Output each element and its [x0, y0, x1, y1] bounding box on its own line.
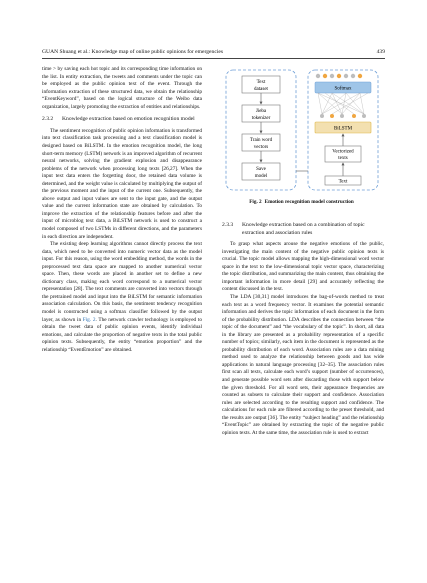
train-word-label-1: Train word: [249, 138, 273, 143]
text-dataset-label-2: dataset: [254, 87, 268, 92]
jieba-label-1: Jieba: [255, 109, 267, 114]
body-paragraph: The LDA [30,31] model introduces the bag-of-words method to treat each text as a word frequency vector. It examines the potential semantic information and derives the topic information of each document in the form of the probability distribution. LDA describes the connection between “the topic of the document” and “the vocabulary of the topic”. In short, all data in the library are presented as a probability representation of a specific number of topics; similarly, each item in the document is represented as the probability distribution of each word. Association rules are a data mining method used to analyze the relationship between goods and has wide applications in natural language processing [32–35]. The association rules first scan all texts, calculate each word’s support (number of occurrences), and generate possible word sets after discarding those with support below the given threshold. For all word sets, their appearance frequencies are counted as subsets to calculate their support and confidence. Association rules are selected according to the resulting support and confidence. The calculations for each rule are filtered according to the preset threshold, and the results are output [36]. The entity “subject heading” and the relationship “EventTopic” are obtained by extracting the topic of the negative public opinion texts. At the same time, the association rule is used to extract: [222, 294, 384, 436]
body-paragraph: [42, 241, 202, 354]
body-paragraph: The sentiment recognition of public opinion information is transformed into text classification task processing and a text classification model is designed based on BiLSTM. In the emotion recognition model, the long short-term memory (LSTM) network is an improved algorithm of recurrent neural networks, solving the gradient explosion and disappearance problems of the network when processing long texts [26,27]. When the input text data enters the forgetting door, the retained data volume is determined, and the weight value is calculated by multiplying the output of the previous moment and the input of the current one. Subsequently, the above output and input values are sent to the input gate, and the output value and the current information state are obtained by calculation. To improve the extraction of the relationship features before and after the input of microblog text data, a BiLSTM network is used to construct a model composed of two LSTMs in different directions, and the parameters in each direction are independent.: [42, 127, 202, 240]
figure-link[interactable]: Fig. 2: [82, 316, 96, 323]
softmax-label: Softmax: [334, 86, 352, 92]
body-paragraph: To grasp what aspects arouse the negative emotions of the public, investigating the main content of the negative public opinion texts is crucial. The topic model allows mapping the high-dimensional word vector space in the text to the low-dimensional topic vector space, characterizing the topic distribution, and summarizing the main content, thus obtaining the important information in more detail [29] and accurately reflecting the content discussed in the text.: [222, 241, 384, 293]
section-title: Knowledge extraction based on emotion recognition model: [62, 116, 195, 123]
figure-caption-text: Emotion recognition model construction: [264, 199, 354, 205]
intro-paragraph: time > by saving each hot topic and its corresponding time information on the list. In entity extraction, the tweets and comments under the topic can be employed as the public opinion text of the event. Through the information extraction of these structured data, we obtain the relationship “EventKeyword”, based on the logical structure of the Weibo data organization, largely promoting the extraction of entities and relationships.: [42, 66, 202, 110]
figure-caption-label: Fig. 2: [249, 199, 262, 205]
figure-caption: [222, 199, 384, 206]
section-heading-2-3-2: [42, 116, 202, 124]
section-title: Knowledge extraction based on a combination of topic extraction and association rules: [242, 222, 365, 236]
section-number: 2.3.2: [42, 116, 54, 123]
bilstm-label: BiLSTM: [333, 126, 353, 132]
save-model-label-1: Save: [256, 167, 266, 172]
network-connections: [318, 93, 368, 114]
header-rule: [42, 58, 385, 59]
paragraph-text: The existing deep learning algorithms cannot directly process the text data, which need to be converted into numeric vector data as the model input. For this reason, using the word embedding method, the words in the preprocessed text data space are mapped to another numerical vector space. Then, these words are placed in another set to define a new dictionary class, making each word correspond to a numerical vector representation [28]. The text comments are converted into vectors through the pretrained model and input into the BiLSTM for semantic information association calculation. On this basis, the sentiment tendency recognition model is constructed using a softmax classifier followed by the output layer, as shown in: [42, 241, 202, 323]
train-word-label-2: vectors: [253, 145, 269, 150]
section-number: 2.3.3: [222, 222, 234, 228]
jieba-label-2: tokenizer: [251, 116, 271, 121]
emotion-model-diagram: [222, 66, 384, 197]
section-heading-2-3-3: [222, 222, 384, 237]
hidden-layer-icon: [320, 114, 366, 118]
vectorized-label-1: Vectorized: [332, 149, 354, 155]
page-number: 439: [376, 49, 385, 55]
softmax-icon: [316, 74, 362, 78]
vectorized-label-2: texts: [338, 156, 348, 161]
right-column: [222, 222, 384, 437]
text-label: Text: [338, 179, 348, 185]
text-dataset-label-1: Text: [256, 80, 266, 85]
save-model-label-2: model: [254, 174, 268, 179]
paragraph-text: . The network crawler technology is employed to obtain the tweet data of public opinion events, identify individual emotions, and calculate the proportion of negative texts in the total public opinion texts. Subsequently, the entity “emotion proportion” and the relationship “EventEmotion” are obtained.: [42, 316, 202, 353]
running-title: GUAN Shuang et al.: Knowledge map of online public opinions for emergencies: [42, 49, 224, 55]
figure-2: [222, 66, 384, 214]
left-column: [42, 66, 202, 354]
